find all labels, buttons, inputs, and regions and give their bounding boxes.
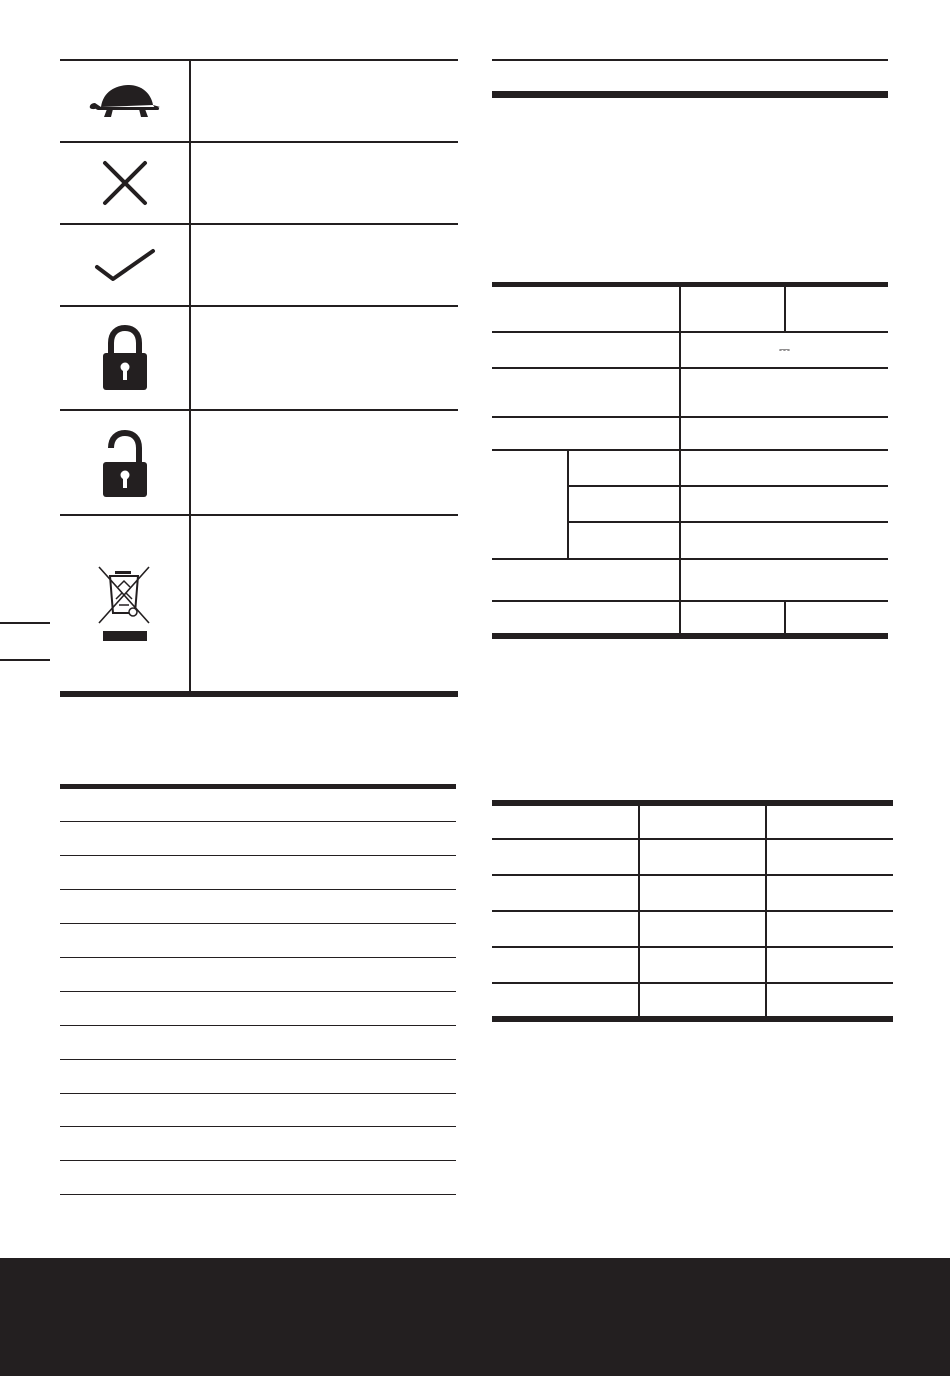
section-tab-mark [0, 659, 50, 661]
table-rule [60, 855, 456, 856]
table-rule [492, 558, 888, 560]
table-bottom-rule [60, 691, 458, 697]
table-divider [784, 287, 786, 331]
symbol-row-cross [60, 143, 190, 223]
table-rule [492, 416, 888, 418]
table-rule [60, 991, 456, 992]
table-bottom-rule [492, 633, 888, 639]
table-rule [492, 367, 888, 369]
table-rule [492, 982, 893, 984]
table-rule [492, 946, 893, 948]
table-rule [60, 923, 456, 924]
table-rule [492, 838, 893, 840]
table-bottom-rule [492, 1016, 893, 1022]
cross-icon [101, 159, 149, 207]
symbol-row-weee [60, 516, 190, 692]
locked-padlock-icon [102, 325, 148, 391]
table-rule [60, 1194, 456, 1195]
heading-rule [492, 59, 888, 61]
table-rule [492, 874, 893, 876]
table-rule [60, 889, 456, 890]
table-rule [568, 485, 888, 487]
table-rule [60, 1059, 456, 1060]
table-rule [492, 910, 893, 912]
symbol-row-unlocked [60, 411, 190, 515]
symbol-description [192, 61, 458, 141]
turtle-icon [87, 81, 163, 121]
checkmark-icon [93, 247, 157, 283]
dc-symbol [681, 333, 888, 367]
table-rule [60, 957, 456, 958]
unlocked-padlock-icon [102, 428, 148, 498]
table-rule [568, 521, 888, 523]
symbol-description [192, 225, 458, 305]
symbol-description [192, 307, 458, 409]
table-top-rule [492, 282, 888, 287]
table-top-rule [60, 784, 456, 789]
table-rule [60, 1126, 456, 1127]
table-divider [784, 601, 786, 636]
table-rule [492, 600, 888, 602]
symbol-row-locked [60, 307, 190, 409]
table-rule [60, 821, 456, 822]
section-tab-mark [0, 622, 50, 624]
direct-current-icon: ⎓ [778, 342, 791, 358]
table-rule [60, 1025, 456, 1026]
symbol-description [192, 411, 458, 515]
table-top-rule [492, 800, 893, 806]
table-divider [567, 450, 569, 558]
symbol-row-turtle [60, 61, 190, 141]
page-footer-band [0, 1258, 950, 1376]
heading-rule-thick [492, 91, 888, 98]
symbol-description [192, 143, 458, 223]
symbol-row-check [60, 225, 190, 305]
table-rule [60, 1093, 456, 1094]
table-rule [60, 1160, 456, 1161]
table-rule [492, 449, 888, 451]
symbol-description [192, 516, 458, 692]
weee-crossed-bin-icon [97, 565, 153, 643]
